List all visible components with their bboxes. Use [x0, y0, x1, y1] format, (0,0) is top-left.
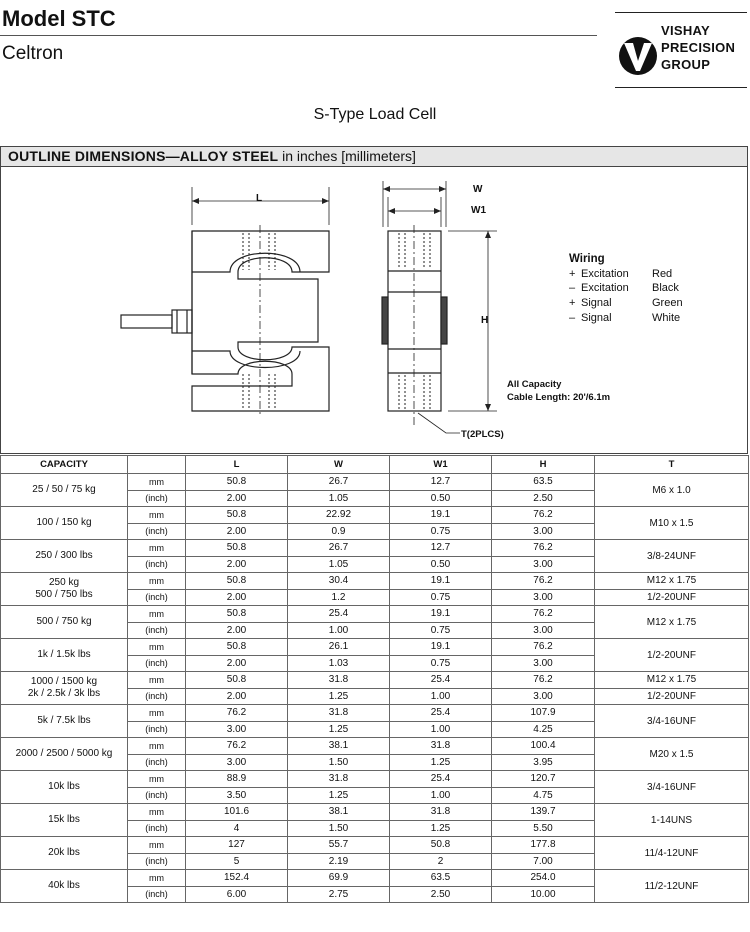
- unit-cell: mm: [128, 540, 186, 557]
- dim-label-H: H: [481, 315, 489, 326]
- dimensions-table: [0, 455, 749, 903]
- unit-cell: mm: [128, 672, 186, 689]
- value-cell: 1.25: [288, 721, 390, 738]
- thread-cell: 1/2-20UNF: [595, 639, 749, 672]
- unit-cell: (inch): [128, 655, 186, 672]
- value-cell: 0.9: [288, 523, 390, 540]
- value-cell: 6.00: [186, 886, 288, 903]
- logo-line-1: VISHAY: [661, 23, 711, 38]
- thread-cell: 11/2-12UNF: [595, 870, 749, 903]
- unit-cell: (inch): [128, 556, 186, 573]
- value-cell: 1.25: [390, 754, 492, 771]
- thread-cell: 1/2-20UNF: [595, 589, 749, 606]
- value-cell: 26.7: [288, 540, 390, 557]
- unit-cell: mm: [128, 639, 186, 656]
- unit-cell: mm: [128, 705, 186, 722]
- value-cell: 2.50: [390, 886, 492, 903]
- thread-cell: 1/2-20UNF: [595, 688, 749, 705]
- capacity-line: 1000 / 1500 kg: [30, 676, 98, 687]
- thread-cell: M10 x 1.5: [595, 507, 749, 540]
- table-row: [1, 837, 749, 854]
- capacity-line: 250 kg: [48, 577, 80, 588]
- wiring-color: Green: [652, 297, 683, 310]
- value-cell: 1.25: [288, 787, 390, 804]
- value-cell: 1.00: [390, 787, 492, 804]
- value-cell: 76.2: [186, 705, 288, 722]
- header-unit: [128, 456, 186, 474]
- value-cell: 7.00: [492, 853, 595, 870]
- value-cell: 50.8: [186, 672, 288, 689]
- unit-cell: (inch): [128, 589, 186, 606]
- value-cell: 76.2: [492, 573, 595, 590]
- value-cell: 88.9: [186, 771, 288, 788]
- table-row: [1, 573, 749, 590]
- thread-cell: M6 x 1.0: [595, 474, 749, 507]
- value-cell: 152.4: [186, 870, 288, 887]
- value-cell: 25.4: [390, 705, 492, 722]
- capacity-line: 20k lbs: [48, 847, 80, 858]
- capacity-line: 15k lbs: [48, 814, 80, 825]
- value-cell: 2: [390, 853, 492, 870]
- header-L: L: [186, 456, 288, 474]
- value-cell: 50.8: [186, 573, 288, 590]
- value-cell: 2.00: [186, 589, 288, 606]
- unit-cell: mm: [128, 804, 186, 821]
- wiring-row: [569, 267, 683, 282]
- header-T: T: [595, 456, 749, 474]
- value-cell: 22.92: [288, 507, 390, 524]
- value-cell: 26.7: [288, 474, 390, 491]
- value-cell: 50.8: [186, 606, 288, 623]
- capacity-line: 100 / 150 kg: [36, 517, 92, 528]
- value-cell: 3.95: [492, 754, 595, 771]
- value-cell: 1.05: [288, 556, 390, 573]
- thread-cell: 3/4-16UNF: [595, 771, 749, 804]
- unit-cell: mm: [128, 771, 186, 788]
- value-cell: 2.00: [186, 622, 288, 639]
- s-body-outline: [192, 231, 329, 411]
- thread-cell: M12 x 1.75: [595, 573, 749, 590]
- dim-label-L: L: [256, 193, 263, 204]
- capacity-line: 2000 / 2500 / 5000 kg: [15, 748, 113, 759]
- value-cell: 69.9: [288, 870, 390, 887]
- value-cell: 3.50: [186, 787, 288, 804]
- table-row: [1, 639, 749, 656]
- table-row: [1, 804, 749, 821]
- unit-cell: (inch): [128, 820, 186, 837]
- unit-cell: mm: [128, 837, 186, 854]
- header-H: H: [492, 456, 595, 474]
- value-cell: 38.1: [288, 738, 390, 755]
- wiring-color: White: [652, 311, 681, 324]
- value-cell: 19.1: [390, 606, 492, 623]
- wiring-row: [569, 296, 683, 311]
- value-cell: 1.00: [390, 721, 492, 738]
- value-cell: 25.4: [390, 771, 492, 788]
- thread-cell: 3/8-24UNF: [595, 540, 749, 573]
- value-cell: 2.00: [186, 523, 288, 540]
- value-cell: 2.00: [186, 556, 288, 573]
- value-cell: 10.00: [492, 886, 595, 903]
- value-cell: 107.9: [492, 705, 595, 722]
- value-cell: 177.8: [492, 837, 595, 854]
- capacity-line: 500 / 750 lbs: [35, 589, 93, 600]
- logo-line-3: GROUP: [661, 57, 711, 72]
- capacity-line: 5k / 7.5k lbs: [37, 715, 91, 726]
- value-cell: 31.8: [288, 672, 390, 689]
- value-cell: 31.8: [288, 771, 390, 788]
- unit-cell: (inch): [128, 523, 186, 540]
- wiring-signal-name: Excitation: [581, 282, 629, 295]
- capacity-cell: [1, 705, 128, 738]
- value-cell: 76.2: [492, 507, 595, 524]
- value-cell: 63.5: [390, 870, 492, 887]
- value-cell: 25.4: [390, 672, 492, 689]
- value-cell: 50.8: [186, 540, 288, 557]
- unit-cell: mm: [128, 738, 186, 755]
- value-cell: 3.00: [492, 622, 595, 639]
- value-cell: 139.7: [492, 804, 595, 821]
- capacity-line: 250 / 300 lbs: [35, 550, 93, 561]
- value-cell: 50.8: [390, 837, 492, 854]
- wiring-sign: –: [569, 282, 576, 295]
- unit-cell: mm: [128, 507, 186, 524]
- value-cell: 19.1: [390, 639, 492, 656]
- table-row: [1, 540, 749, 557]
- value-cell: 3.00: [492, 556, 595, 573]
- value-cell: 2.00: [186, 688, 288, 705]
- wiring-signal-name: Signal: [581, 297, 612, 310]
- value-cell: 2.00: [186, 490, 288, 507]
- wiring-legend: [569, 252, 683, 326]
- unit-cell: (inch): [128, 688, 186, 705]
- value-cell: 3.00: [492, 688, 595, 705]
- value-cell: 12.7: [390, 540, 492, 557]
- wiring-sign: +: [569, 297, 576, 310]
- value-cell: 4.25: [492, 721, 595, 738]
- value-cell: 0.75: [390, 655, 492, 672]
- outline-heading-bold: OUTLINE DIMENSIONS—ALLOY STEEL: [8, 148, 279, 164]
- capacity-cell: [1, 672, 128, 705]
- value-cell: 38.1: [288, 804, 390, 821]
- value-cell: 63.5: [492, 474, 595, 491]
- vishay-logo: [615, 12, 747, 88]
- value-cell: 1.2: [288, 589, 390, 606]
- value-cell: 0.75: [390, 622, 492, 639]
- header-capacity: CAPACITY: [1, 456, 128, 474]
- value-cell: 0.75: [390, 589, 492, 606]
- wiring-signal-name: Excitation: [581, 267, 629, 280]
- value-cell: 76.2: [492, 540, 595, 557]
- table-body: [1, 474, 749, 903]
- capacity-cell: [1, 738, 128, 771]
- capacity-cell: [1, 837, 128, 870]
- brand-name: Celtron: [2, 43, 64, 64]
- value-cell: 55.7: [288, 837, 390, 854]
- thread-cell: M20 x 1.5: [595, 738, 749, 771]
- value-cell: 31.8: [390, 804, 492, 821]
- value-cell: 50.8: [186, 474, 288, 491]
- title-rule: [0, 35, 597, 36]
- value-cell: 0.75: [390, 523, 492, 540]
- unit-cell: mm: [128, 474, 186, 491]
- thread-cell: M12 x 1.75: [595, 606, 749, 639]
- capacity-line: 10k lbs: [48, 781, 80, 792]
- table-row: [1, 738, 749, 755]
- cable-note-line-2: Cable Length: 20'/6.1m: [507, 392, 611, 403]
- wiring-sign: –: [569, 311, 576, 324]
- dim-label-T: T(2PLCS): [461, 429, 504, 440]
- value-cell: 1.25: [288, 688, 390, 705]
- capacity-line: 2k / 2.5k / 3k lbs: [27, 688, 101, 699]
- table-row: [1, 474, 749, 491]
- outline-heading-rest: in inches [millimeters]: [278, 148, 416, 164]
- value-cell: 25.4: [288, 606, 390, 623]
- value-cell: 120.7: [492, 771, 595, 788]
- cable-note: [507, 378, 610, 404]
- value-cell: 2.75: [288, 886, 390, 903]
- thread-cell: 11/4-12UNF: [595, 837, 749, 870]
- capacity-cell: [1, 474, 128, 507]
- unit-cell: mm: [128, 870, 186, 887]
- dim-label-W: W: [473, 184, 483, 195]
- wiring-color: Black: [652, 282, 679, 295]
- value-cell: 5.50: [492, 820, 595, 837]
- wiring-color: Red: [652, 267, 673, 280]
- capacity-cell: [1, 606, 128, 639]
- unit-cell: (inch): [128, 787, 186, 804]
- value-cell: 26.1: [288, 639, 390, 656]
- capacity-cell: [1, 573, 128, 606]
- value-cell: 76.2: [492, 606, 595, 623]
- value-cell: 19.1: [390, 573, 492, 590]
- value-cell: 2.19: [288, 853, 390, 870]
- capacity-cell: [1, 870, 128, 903]
- table-header-row: [1, 456, 749, 474]
- value-cell: 4.75: [492, 787, 595, 804]
- value-cell: 76.2: [186, 738, 288, 755]
- unit-cell: (inch): [128, 853, 186, 870]
- value-cell: 3.00: [186, 754, 288, 771]
- value-cell: 30.4: [288, 573, 390, 590]
- value-cell: 3.00: [492, 523, 595, 540]
- value-cell: 31.8: [288, 705, 390, 722]
- thread-cell: M12 x 1.75: [595, 672, 749, 689]
- value-cell: 31.8: [390, 738, 492, 755]
- value-cell: 1.03: [288, 655, 390, 672]
- cable-note-line-1: All Capacity: [507, 379, 562, 390]
- capacity-line: 40k lbs: [48, 880, 80, 891]
- unit-cell: (inch): [128, 490, 186, 507]
- table-row: [1, 672, 749, 689]
- header-W1: W1: [390, 456, 492, 474]
- capacity-cell: [1, 639, 128, 672]
- value-cell: 5: [186, 853, 288, 870]
- unit-cell: (inch): [128, 754, 186, 771]
- value-cell: 3.00: [492, 655, 595, 672]
- document-subtitle: S-Type Load Cell: [313, 106, 437, 123]
- value-cell: 76.2: [492, 672, 595, 689]
- table-row: [1, 870, 749, 887]
- value-cell: 100.4: [492, 738, 595, 755]
- value-cell: 101.6: [186, 804, 288, 821]
- value-cell: 1.25: [390, 820, 492, 837]
- value-cell: 12.7: [390, 474, 492, 491]
- table-row: [1, 606, 749, 623]
- capacity-line: 25 / 50 / 75 kg: [32, 484, 96, 495]
- value-cell: 0.50: [390, 556, 492, 573]
- table-row: [1, 771, 749, 788]
- dim-label-W1: W1: [471, 205, 486, 216]
- unit-cell: mm: [128, 573, 186, 590]
- value-cell: 254.0: [492, 870, 595, 887]
- table-row: [1, 507, 749, 524]
- unit-cell: (inch): [128, 622, 186, 639]
- wiring-title: Wiring: [569, 253, 605, 265]
- table-row: [1, 705, 749, 722]
- outline-heading: [0, 146, 748, 167]
- unit-cell: (inch): [128, 721, 186, 738]
- capacity-cell: [1, 804, 128, 837]
- unit-cell: mm: [128, 606, 186, 623]
- header-W: W: [288, 456, 390, 474]
- value-cell: 1.05: [288, 490, 390, 507]
- capacity-line: 1k / 1.5k lbs: [37, 649, 91, 660]
- wiring-signal-name: Signal: [581, 311, 612, 324]
- capacity-cell: [1, 507, 128, 540]
- model-title: Model STC: [2, 6, 116, 31]
- wiring-sign: +: [569, 267, 576, 280]
- value-cell: 1.00: [288, 622, 390, 639]
- capacity-cell: [1, 540, 128, 573]
- wiring-row: [569, 281, 683, 296]
- value-cell: 1.50: [288, 754, 390, 771]
- value-cell: 19.1: [390, 507, 492, 524]
- capacity-cell: [1, 771, 128, 804]
- vishay-emblem-icon: [617, 35, 659, 77]
- wiring-row: [569, 311, 683, 326]
- value-cell: 50.8: [186, 639, 288, 656]
- thread-cell: 1-14UNS: [595, 804, 749, 837]
- thread-cell: 3/4-16UNF: [595, 705, 749, 738]
- value-cell: 50.8: [186, 507, 288, 524]
- logo-line-2: PRECISION: [661, 40, 736, 55]
- value-cell: 2.00: [186, 655, 288, 672]
- value-cell: 3.00: [492, 589, 595, 606]
- value-cell: 3.00: [186, 721, 288, 738]
- value-cell: 76.2: [492, 639, 595, 656]
- value-cell: 127: [186, 837, 288, 854]
- value-cell: 2.50: [492, 490, 595, 507]
- value-cell: 1.50: [288, 820, 390, 837]
- unit-cell: (inch): [128, 886, 186, 903]
- value-cell: 1.00: [390, 688, 492, 705]
- value-cell: 4: [186, 820, 288, 837]
- capacity-line: 500 / 750 kg: [36, 616, 92, 627]
- value-cell: 0.50: [390, 490, 492, 507]
